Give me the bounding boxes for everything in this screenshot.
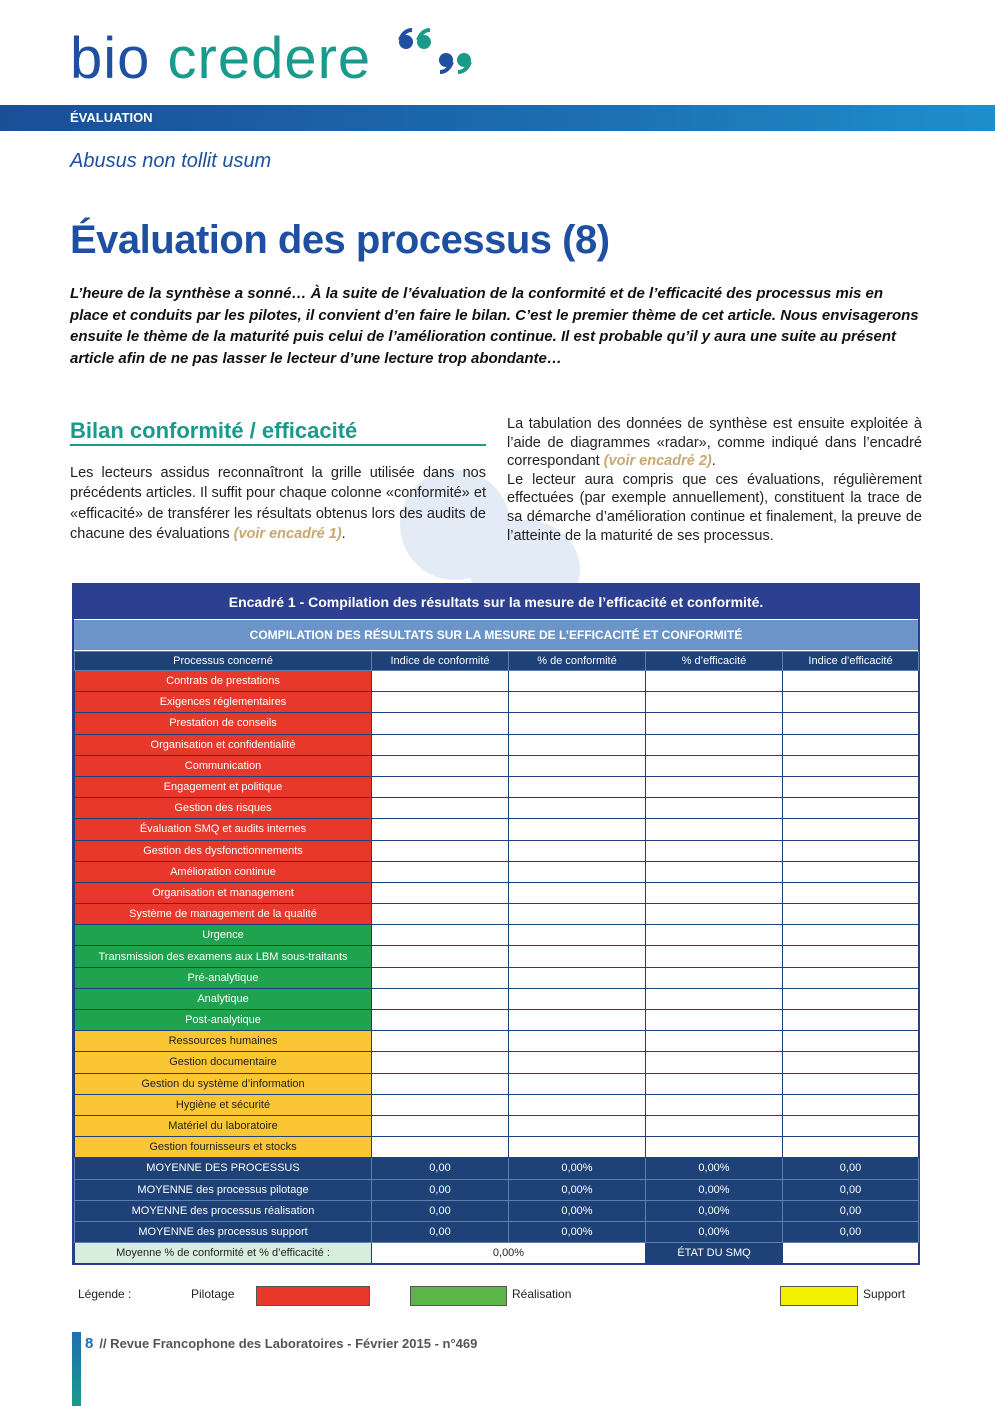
process-name-cell: Évaluation SMQ et audits internes xyxy=(75,819,372,840)
table-row xyxy=(75,861,919,882)
average-label-cell: MOYENNE des processus pilotage xyxy=(75,1179,372,1200)
value-input-cell[interactable] xyxy=(372,1115,509,1136)
value-input-cell[interactable] xyxy=(372,776,509,797)
final-value-cell: 0,00% xyxy=(372,1243,646,1264)
section-bar xyxy=(0,105,995,131)
encadre-subtitle: COMPILATION DES RÉSULTATS SUR LA MESURE DE L’EFFICACITÉ ET CONFORMITÉ xyxy=(74,620,918,650)
value-input-cell[interactable] xyxy=(372,692,509,713)
value-input-cell[interactable] xyxy=(646,692,783,713)
table-row xyxy=(75,1137,919,1158)
results-table xyxy=(74,651,919,1264)
value-input-cell[interactable] xyxy=(646,671,783,692)
logo-bio: bio xyxy=(70,26,151,91)
section-heading: Bilan conformité / efficacité xyxy=(70,418,358,443)
average-value-cell: 0,00% xyxy=(509,1158,646,1179)
table-row xyxy=(75,671,919,692)
value-input-cell[interactable] xyxy=(372,1073,509,1094)
value-input-cell[interactable] xyxy=(646,988,783,1009)
average-value-cell: 0,00% xyxy=(509,1200,646,1221)
average-value-cell: 0,00 xyxy=(372,1179,509,1200)
column-2-body-b: Le lecteur aura compris que ces évaluations, régulièrement effectuées (par exemple annuellement), constituent la trace de sa démarche d’amélioration continue et finalement, la preuve de l’atteinte de la maturité de ses processus. xyxy=(507,471,922,544)
value-input-cell[interactable] xyxy=(783,713,919,734)
table-row xyxy=(75,776,919,797)
value-input-cell[interactable] xyxy=(783,925,919,946)
value-input-cell[interactable] xyxy=(783,988,919,1009)
value-input-cell[interactable] xyxy=(646,776,783,797)
value-input-cell[interactable] xyxy=(509,1137,646,1158)
footer xyxy=(85,1335,477,1352)
value-input-cell[interactable] xyxy=(372,904,509,925)
value-input-cell[interactable] xyxy=(783,734,919,755)
column-header: Indice de conformité xyxy=(372,652,509,671)
average-row xyxy=(75,1200,919,1221)
value-input-cell[interactable] xyxy=(372,1010,509,1031)
logo-credere: credere xyxy=(167,26,372,91)
process-name-cell: Urgence xyxy=(75,925,372,946)
average-label-cell: MOYENNE des processus réalisation xyxy=(75,1200,372,1221)
column-header: Indice d’efficacité xyxy=(783,652,919,671)
value-input-cell[interactable] xyxy=(509,1010,646,1031)
etat-smq-label-cell: ÉTAT DU SMQ xyxy=(646,1243,783,1264)
value-input-cell[interactable] xyxy=(646,1031,783,1052)
table-row xyxy=(75,988,919,1009)
article-title: Évaluation des processus (8) xyxy=(70,218,610,262)
logo xyxy=(70,28,371,90)
value-input-cell[interactable] xyxy=(372,798,509,819)
column-header: Processus concerné xyxy=(75,652,372,671)
value-input-cell[interactable] xyxy=(646,1115,783,1136)
value-input-cell[interactable] xyxy=(509,798,646,819)
page-number: 8 xyxy=(85,1335,94,1352)
table-row xyxy=(75,1031,919,1052)
value-input-cell[interactable] xyxy=(783,1137,919,1158)
value-input-cell[interactable] xyxy=(646,734,783,755)
column-1-body: Les lecteurs assidus reconnaîtront la grille utilisée dans nos précédents articles. Il suffit pour chaque colonne «conformité» et «efficacité» de transférer les résultats obtenus lors des audits de chacune des évaluations xyxy=(70,465,486,542)
value-input-cell[interactable] xyxy=(646,946,783,967)
encadre-title: Encadré 1 - Compilation des résultats sur la mesure de l’efficacité et conformité. xyxy=(74,585,918,619)
value-input-cell[interactable] xyxy=(509,840,646,861)
value-input-cell[interactable] xyxy=(509,776,646,797)
legend-pilotage-swatch xyxy=(256,1286,370,1306)
process-name-cell: Gestion du système d’information xyxy=(75,1073,372,1094)
value-input-cell[interactable] xyxy=(646,713,783,734)
value-input-cell[interactable] xyxy=(372,840,509,861)
average-value-cell: 0,00% xyxy=(509,1221,646,1242)
value-input-cell[interactable] xyxy=(372,925,509,946)
average-row xyxy=(75,1158,919,1179)
value-input-cell[interactable] xyxy=(372,882,509,903)
value-input-cell[interactable] xyxy=(372,713,509,734)
value-input-cell[interactable] xyxy=(646,840,783,861)
column-1-text: Les lecteurs assidus reconnaîtront la grille utilisée dans nos précédents articles. Il suffit pour chaque colonne «conformité» et «efficacité» de transférer les résultats obtenus lors des audits de chacune des évaluations (voir encadré 1). xyxy=(70,465,486,542)
table-row xyxy=(75,925,919,946)
value-input-cell[interactable] xyxy=(372,755,509,776)
value-input-cell[interactable] xyxy=(646,861,783,882)
process-name-cell: Exigences réglementaires xyxy=(75,692,372,713)
table-row xyxy=(75,713,919,734)
section-label: ÉVALUATION xyxy=(70,110,153,125)
value-input-cell[interactable] xyxy=(372,734,509,755)
process-name-cell: Analytique xyxy=(75,988,372,1009)
etat-smq-value-cell[interactable] xyxy=(783,1243,919,1264)
value-input-cell[interactable] xyxy=(509,692,646,713)
journal-name: // Revue Francophone des Laboratoires - Février 2015 - n°469 xyxy=(99,1336,478,1351)
value-input-cell[interactable] xyxy=(783,1010,919,1031)
ref-encadre-2: (voir encadré 2) xyxy=(603,453,712,470)
value-input-cell[interactable] xyxy=(646,882,783,903)
process-name-cell: Gestion des risques xyxy=(75,798,372,819)
value-input-cell[interactable] xyxy=(783,1052,919,1073)
average-value-cell: 0,00 xyxy=(372,1221,509,1242)
value-input-cell[interactable] xyxy=(783,967,919,988)
average-value-cell: 0,00 xyxy=(783,1179,919,1200)
average-row xyxy=(75,1221,919,1242)
table-row xyxy=(75,798,919,819)
table-row xyxy=(75,819,919,840)
value-input-cell[interactable] xyxy=(783,671,919,692)
table-row xyxy=(75,1052,919,1073)
table-header-row xyxy=(75,652,919,671)
value-input-cell[interactable] xyxy=(372,1031,509,1052)
value-input-cell[interactable] xyxy=(509,946,646,967)
legend-support-swatch xyxy=(780,1286,858,1306)
table-row xyxy=(75,692,919,713)
value-input-cell[interactable] xyxy=(372,946,509,967)
legend-label: Légende : xyxy=(78,1287,132,1301)
final-row xyxy=(75,1243,919,1264)
average-value-cell: 0,00% xyxy=(646,1200,783,1221)
value-input-cell[interactable] xyxy=(509,904,646,925)
section-heading-rule xyxy=(70,444,486,446)
process-name-cell: Prestation de conseils xyxy=(75,713,372,734)
average-label-cell: MOYENNE DES PROCESSUS xyxy=(75,1158,372,1179)
average-value-cell: 0,00% xyxy=(646,1158,783,1179)
average-value-cell: 0,00% xyxy=(646,1221,783,1242)
value-input-cell[interactable] xyxy=(783,798,919,819)
value-input-cell[interactable] xyxy=(646,1073,783,1094)
process-name-cell: Gestion fournisseurs et stocks xyxy=(75,1137,372,1158)
process-name-cell: Système de management de la qualité xyxy=(75,904,372,925)
table-row xyxy=(75,946,919,967)
article-lead: L’heure de la synthèse a sonné… À la suite de l’évaluation de la conformité et de l’efficacité des processus mis en place et conduits par les pilotes, il convient d’en faire le bilan. C’est le premier thème de cet article. Nous envisagerons ensuite le thème de la maturité puis celui de l’amélioration continue. Il est probable qu’il y aura une suite au présent article afin de ne pas lasser le lecteur d’une lecture trop abondante… xyxy=(70,285,919,367)
value-input-cell[interactable] xyxy=(509,967,646,988)
value-input-cell[interactable] xyxy=(509,988,646,1009)
value-input-cell[interactable] xyxy=(509,1073,646,1094)
legend-support-label: Support xyxy=(863,1287,906,1301)
value-input-cell[interactable] xyxy=(509,819,646,840)
average-value-cell: 0,00 xyxy=(372,1158,509,1179)
value-input-cell[interactable] xyxy=(783,904,919,925)
table-row xyxy=(75,1073,919,1094)
value-input-cell[interactable] xyxy=(783,1115,919,1136)
value-input-cell[interactable] xyxy=(372,1052,509,1073)
value-input-cell[interactable] xyxy=(783,1073,919,1094)
average-value-cell: 0,00 xyxy=(783,1221,919,1242)
value-input-cell[interactable] xyxy=(372,1137,509,1158)
column-2-text: La tabulation des données de synthèse est ensuite exploitée à l’aide de diagrammes «radar», comme indiqué dans l’encadré correspondant (voir encadré 2). Le lecteur aura compris que ces évaluations, régulièrement effectuées (par exemple annuellement), constituent la trace de sa démarche d’amélioration continue et finalement, la preuve de l’atteinte de la maturité de ses processus. xyxy=(507,416,922,544)
value-input-cell[interactable] xyxy=(783,1031,919,1052)
value-input-cell[interactable] xyxy=(783,882,919,903)
column-header: % d’efficacité xyxy=(646,652,783,671)
process-name-cell: Matériel du laboratoire xyxy=(75,1115,372,1136)
final-label-cell: Moyenne % de conformité et % d’efficacité : xyxy=(75,1243,372,1264)
process-name-cell: Organisation et confidentialité xyxy=(75,734,372,755)
process-name-cell: Pré-analytique xyxy=(75,967,372,988)
process-name-cell: Organisation et management xyxy=(75,882,372,903)
value-input-cell[interactable] xyxy=(509,1115,646,1136)
value-input-cell[interactable] xyxy=(372,967,509,988)
average-value-cell: 0,00 xyxy=(372,1200,509,1221)
process-name-cell: Contrats de prestations xyxy=(75,671,372,692)
value-input-cell[interactable] xyxy=(646,1094,783,1115)
value-input-cell[interactable] xyxy=(646,819,783,840)
value-input-cell[interactable] xyxy=(783,1094,919,1115)
value-input-cell[interactable] xyxy=(646,1010,783,1031)
average-value-cell: 0,00% xyxy=(509,1179,646,1200)
process-name-cell: Engagement et politique xyxy=(75,776,372,797)
value-input-cell[interactable] xyxy=(509,925,646,946)
value-input-cell[interactable] xyxy=(646,755,783,776)
value-input-cell[interactable] xyxy=(372,988,509,1009)
process-name-cell: Transmission des examens aux LBM sous-traitants xyxy=(75,946,372,967)
table-row xyxy=(75,1115,919,1136)
value-input-cell[interactable] xyxy=(372,671,509,692)
table-row xyxy=(75,734,919,755)
value-input-cell[interactable] xyxy=(783,755,919,776)
table-row xyxy=(75,904,919,925)
value-input-cell[interactable] xyxy=(509,734,646,755)
value-input-cell[interactable] xyxy=(509,1031,646,1052)
average-value-cell: 0,00 xyxy=(783,1158,919,1179)
table-row xyxy=(75,1010,919,1031)
value-input-cell[interactable] xyxy=(509,861,646,882)
footer-bar xyxy=(72,1332,81,1406)
column-2-body-a: La tabulation des données de synthèse est ensuite exploitée à l’aide de diagrammes «radar», comme indiqué dans l’encadré correspondant xyxy=(507,416,922,470)
value-input-cell[interactable] xyxy=(372,861,509,882)
ref-encadre-1: (voir encadré 1) xyxy=(233,525,342,542)
average-value-cell: 0,00 xyxy=(783,1200,919,1221)
value-input-cell[interactable] xyxy=(783,776,919,797)
table-row xyxy=(75,882,919,903)
value-input-cell[interactable] xyxy=(509,882,646,903)
table-row xyxy=(75,840,919,861)
value-input-cell[interactable] xyxy=(646,1137,783,1158)
value-input-cell[interactable] xyxy=(509,1052,646,1073)
table-row xyxy=(75,755,919,776)
table-row xyxy=(75,1094,919,1115)
quote-marks-icon xyxy=(396,28,476,88)
process-name-cell: Gestion des dysfonctionnements xyxy=(75,840,372,861)
value-input-cell[interactable] xyxy=(783,819,919,840)
value-input-cell[interactable] xyxy=(783,861,919,882)
value-input-cell[interactable] xyxy=(509,713,646,734)
legend-realisation-swatch xyxy=(410,1286,507,1306)
article-subtitle: Abusus non tollit usum xyxy=(70,150,272,172)
process-name-cell: Amélioration continue xyxy=(75,861,372,882)
process-name-cell: Hygiène et sécurité xyxy=(75,1094,372,1115)
value-input-cell[interactable] xyxy=(646,967,783,988)
process-name-cell: Ressources humaines xyxy=(75,1031,372,1052)
process-name-cell: Communication xyxy=(75,755,372,776)
value-input-cell[interactable] xyxy=(509,1094,646,1115)
value-input-cell[interactable] xyxy=(783,946,919,967)
average-row xyxy=(75,1179,919,1200)
value-input-cell[interactable] xyxy=(372,1094,509,1115)
value-input-cell[interactable] xyxy=(509,755,646,776)
table-row xyxy=(75,967,919,988)
process-name-cell: Gestion documentaire xyxy=(75,1052,372,1073)
process-name-cell: Post-analytique xyxy=(75,1010,372,1031)
average-label-cell: MOYENNE des processus support xyxy=(75,1221,372,1242)
encadre-1 xyxy=(72,583,920,1265)
value-input-cell[interactable] xyxy=(783,692,919,713)
value-input-cell[interactable] xyxy=(509,671,646,692)
legend-realisation-label: Réalisation xyxy=(512,1287,572,1301)
value-input-cell[interactable] xyxy=(646,925,783,946)
average-value-cell: 0,00% xyxy=(646,1179,783,1200)
value-input-cell[interactable] xyxy=(646,904,783,925)
legend-pilotage-label: Pilotage xyxy=(191,1287,235,1301)
column-header: % de conformité xyxy=(509,652,646,671)
value-input-cell[interactable] xyxy=(646,798,783,819)
value-input-cell[interactable] xyxy=(783,840,919,861)
value-input-cell[interactable] xyxy=(646,1052,783,1073)
value-input-cell[interactable] xyxy=(372,819,509,840)
